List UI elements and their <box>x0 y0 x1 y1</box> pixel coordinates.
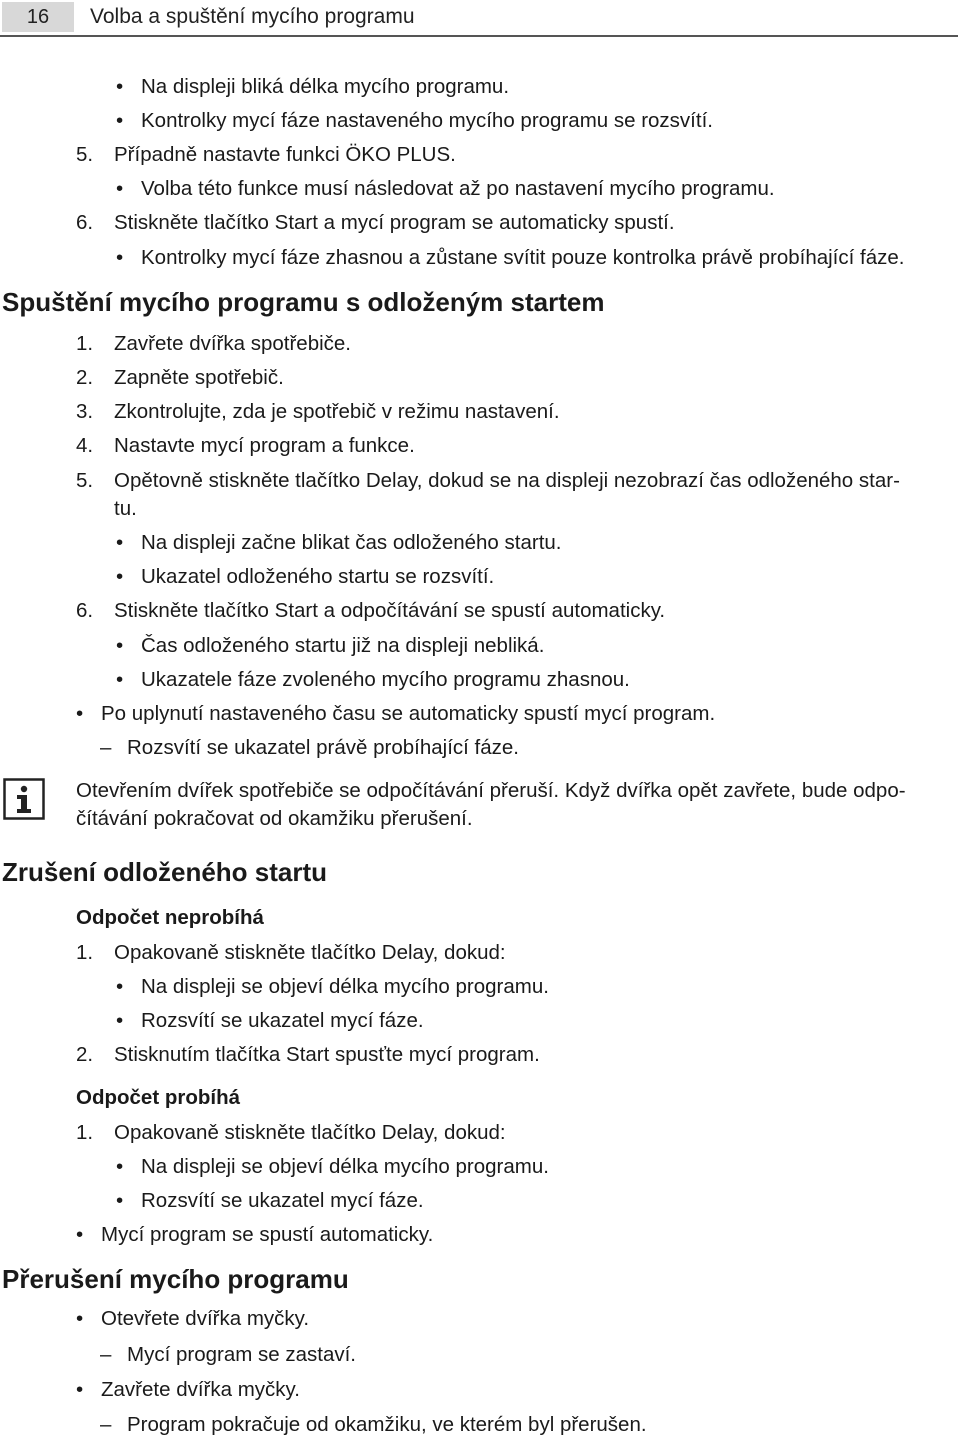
step-number: 2. <box>76 1043 94 1066</box>
bullet-marker: • <box>116 75 124 98</box>
step-number: 1. <box>76 941 94 964</box>
step-text: Zkontrolujte, zda je spotřebič v režimu nastavení. <box>114 400 560 423</box>
step-text: Stisknutím tlačítka Start spusťte mycí program. <box>114 1043 540 1066</box>
bullet-marker: • <box>116 565 124 588</box>
step-number: 1. <box>76 1121 94 1144</box>
bullet-item: Ukazatel odloženého startu se rozsvítí. <box>141 565 495 588</box>
bullet-item: Volba této funkce musí následovat až po nastavení mycího programu. <box>141 177 775 200</box>
step-number: 5. <box>76 143 94 166</box>
bullet-marker: • <box>116 1155 124 1178</box>
bullet-item: Zavřete dvířka myčky. <box>101 1378 300 1401</box>
step-text: Opakovaně stiskněte tlačítko Delay, dokud: <box>114 941 506 964</box>
bullet-marker: • <box>116 1189 124 1212</box>
info-note-line: Otevřením dvířek spotřebiče se odpočítávání přeruší. Když dvířka opět zavřete, bude odpo- <box>76 779 906 802</box>
bullet-item: Otevřete dvířka myčky. <box>101 1307 310 1330</box>
bullet-marker: • <box>116 668 124 691</box>
step-text: Opakovaně stiskněte tlačítko Delay, dokud: <box>114 1121 506 1144</box>
bullet-marker: • <box>76 1223 84 1246</box>
dash-marker: – <box>100 1343 112 1366</box>
bullet-marker: • <box>116 634 124 657</box>
bullet-marker: • <box>116 975 124 998</box>
bullet-item: Kontrolky mycí fáze nastaveného mycího programu se rozsvítí. <box>141 109 713 132</box>
bullet-marker: • <box>116 246 124 269</box>
info-note-line: čítávání pokračovat od okamžiku přerušení. <box>76 807 473 830</box>
dash-item: Mycí program se zastaví. <box>127 1343 356 1366</box>
subheading-countdown-not-running: Odpočet neprobíhá <box>76 906 264 929</box>
dash-marker: – <box>100 736 112 759</box>
step-number: 4. <box>76 434 94 457</box>
bullet-marker: • <box>116 531 124 554</box>
bullet-marker: • <box>76 1307 84 1330</box>
step-text: Stiskněte tlačítko Start a odpočítávání se spustí automaticky. <box>114 599 666 622</box>
section-heading-cancel-delay: Zrušení odloženého startu <box>2 857 328 887</box>
info-icon <box>3 778 45 820</box>
step-number: 2. <box>76 366 94 389</box>
section-heading-interrupt: Přerušení mycího programu <box>2 1264 349 1294</box>
bullet-item: Na displeji se objeví délka mycího programu. <box>141 975 549 998</box>
bullet-item: Ukazatele fáze zvoleného mycího programu zhasnou. <box>141 668 630 691</box>
step-text: Zavřete dvířka spotřebiče. <box>114 332 351 355</box>
bullet-marker: • <box>76 1378 84 1401</box>
page-title: Volba a spuštění mycího programu <box>90 5 415 28</box>
step-text: Stiskněte tlačítko Start a mycí program se automaticky spustí. <box>114 211 675 234</box>
dash-marker: – <box>100 1413 112 1436</box>
bullet-marker: • <box>116 109 124 132</box>
bullet-marker: • <box>116 177 124 200</box>
bullet-item: Kontrolky mycí fáze zhasnou a zůstane svítit pouze kontrolka právě probíhající fáze. <box>141 246 905 269</box>
bullet-item: Rozsvítí se ukazatel mycí fáze. <box>141 1189 424 1212</box>
step-text: Případně nastavte funkci ÖKO PLUS. <box>114 143 456 166</box>
step-number: 6. <box>76 211 94 234</box>
step-text: Zapněte spotřebič. <box>114 366 284 389</box>
bullet-item: Po uplynutí nastaveného času se automaticky spustí mycí program. <box>101 702 716 725</box>
bullet-item: Na displeji bliká délka mycího programu. <box>141 75 510 98</box>
page-number: 16 <box>2 2 74 32</box>
step-number: 6. <box>76 599 94 622</box>
step-text: Nastavte mycí program a funkce. <box>114 434 415 457</box>
page-header <box>0 0 960 36</box>
bullet-item: Čas odloženého startu již na displeji nebliká. <box>141 634 545 657</box>
step-text-continuation: tu. <box>114 497 137 520</box>
bullet-item: Na displeji začne blikat čas odloženého startu. <box>141 531 562 554</box>
bullet-item: Na displeji se objeví délka mycího programu. <box>141 1155 549 1178</box>
bullet-item: Mycí program se spustí automaticky. <box>101 1223 434 1246</box>
dash-item: Rozsvítí se ukazatel právě probíhající fáze. <box>127 736 519 759</box>
header-divider <box>0 35 958 37</box>
bullet-marker: • <box>76 702 84 725</box>
dash-item: Program pokračuje od okamžiku, ve kterém byl přerušen. <box>127 1413 647 1436</box>
step-text: Opětovně stiskněte tlačítko Delay, dokud se na displeji nezobrazí čas odloženého star- <box>114 469 900 492</box>
bullet-item: Rozsvítí se ukazatel mycí fáze. <box>141 1009 424 1032</box>
bullet-marker: • <box>116 1009 124 1032</box>
step-number: 3. <box>76 400 94 423</box>
subheading-countdown-running: Odpočet probíhá <box>76 1086 240 1109</box>
step-number: 5. <box>76 469 94 492</box>
section-heading-delayed-start: Spuštění mycího programu s odloženým startem <box>2 287 605 317</box>
step-number: 1. <box>76 332 94 355</box>
